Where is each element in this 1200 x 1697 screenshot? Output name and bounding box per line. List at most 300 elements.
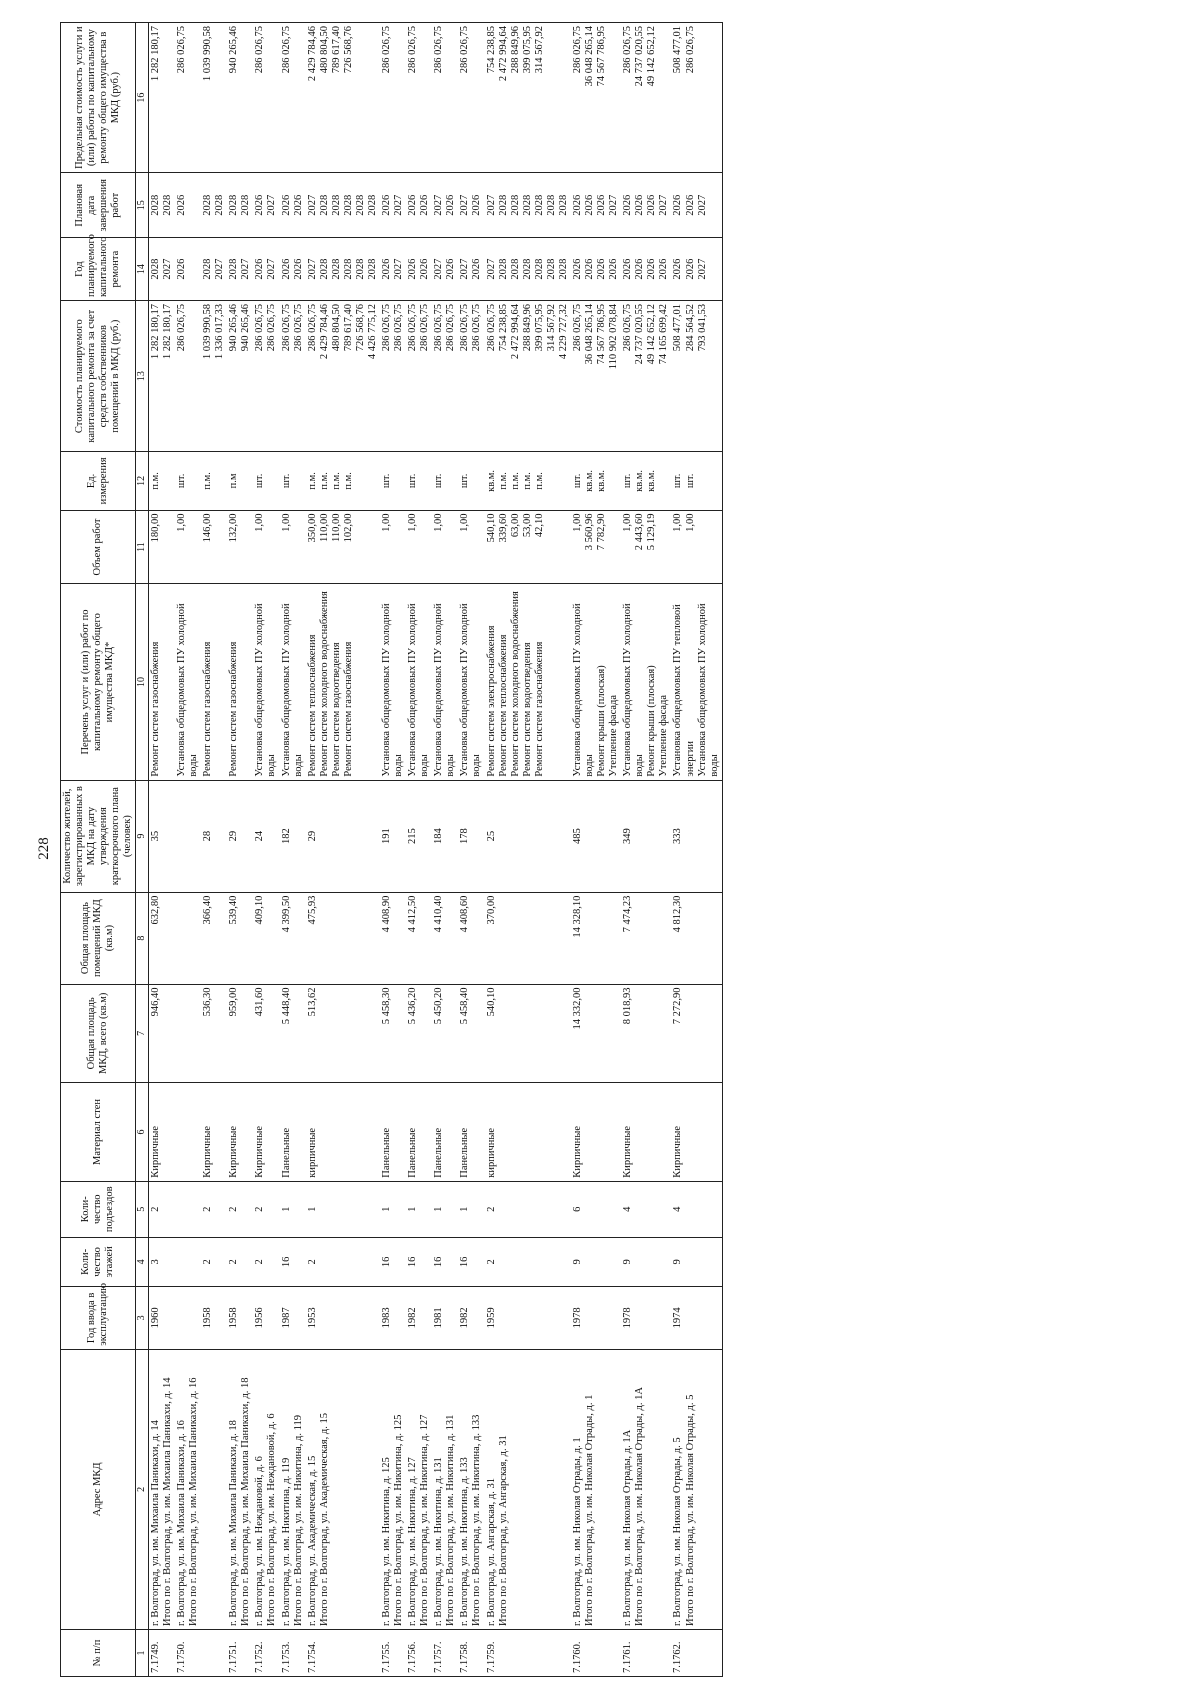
work-volume-cell [406, 510, 432, 584]
planned-year: 2028 [228, 258, 240, 280]
work-volume-cell [432, 510, 458, 584]
address: Итого по г. Волгоград, ул. им. Никитина, д. 131 [445, 1414, 457, 1626]
address: Итого по г. Волгоград, ул. им. Николая Отрады, д. 1А [634, 1387, 646, 1626]
end-date-cell [306, 173, 380, 238]
work-volume-cell [621, 510, 671, 584]
address: г. Волгоград, ул. им. Михаила Паникахи, д. 14 [149, 1420, 161, 1626]
premises-area-cell: 7 474,23 [621, 892, 671, 984]
cost: 940 265,46 [228, 304, 240, 352]
unit: п.м. [330, 472, 342, 490]
work-list-cell [201, 584, 227, 780]
planned-year: 2027 [459, 258, 471, 280]
entrances-cell: 4 [671, 1181, 722, 1237]
unit: шт. [459, 473, 471, 489]
commission-year-cell: 1958 [227, 1287, 253, 1350]
wall-material-cell: Кирпичные [201, 1083, 227, 1182]
column-number: 8 [136, 892, 149, 984]
column-number: 2 [136, 1349, 149, 1629]
work-volume: 1,00 [684, 513, 696, 532]
address-cell [306, 1349, 380, 1629]
premises-area-cell: 4 408,60 [458, 892, 484, 984]
column-number: 5 [136, 1181, 149, 1237]
residents-cell: 29 [227, 780, 253, 892]
planned-year: 2028 [533, 258, 545, 280]
cost: 789 617,40 [342, 304, 354, 352]
end-date: 2028 [557, 194, 569, 216]
column-header: Предельная стоимость услуги и (или) работы по капитальному ремонту общего имущества в МКД (руб.) [61, 23, 136, 173]
unit: п.м. [342, 472, 354, 490]
cost: 286 026,75 [419, 304, 431, 352]
unit: шт. [381, 473, 392, 489]
cost: 286 026,75 [445, 304, 457, 352]
work-list: Установка общедомовых ПУ холодной воды [254, 603, 278, 777]
column-number: 3 [136, 1287, 149, 1350]
column-number: 10 [136, 584, 149, 780]
total-area-cell: 8 018,93 [621, 984, 671, 1083]
table-row [485, 23, 571, 1677]
total-area-cell: 959,00 [227, 984, 253, 1083]
row-number-cell: 7.1762. [671, 1629, 722, 1676]
page-number: 228 [36, 837, 52, 860]
address: Итого по г. Волгоград, ул. им. Николая Отрады, д. 1 [584, 1394, 595, 1626]
column-number: 16 [136, 23, 149, 173]
work-volume-cell [571, 510, 621, 584]
end-date: 2026 [471, 194, 483, 216]
residents-cell: 25 [485, 780, 571, 892]
work-volume: 63,00 [509, 513, 521, 538]
end-date: 2027 [608, 194, 620, 216]
table-row [253, 23, 279, 1677]
limit-cost: 286 026,75 [622, 26, 634, 74]
unit-cell [571, 452, 621, 510]
column-number: 9 [136, 780, 149, 892]
end-date-cell [485, 173, 571, 238]
planned-year: 2026 [584, 258, 595, 280]
unit-cell [175, 452, 201, 510]
end-date: 2026 [584, 194, 595, 216]
unit: п.м. [149, 472, 161, 490]
address: Итого по г. Волгоград, ул. им. Михаила Паникахи, д. 14 [161, 1377, 173, 1626]
end-date: 2028 [509, 194, 521, 216]
residents-cell: 28 [201, 780, 227, 892]
address: г. Волгоград, ул. им. Николая Отрады, д. 1А [622, 1429, 634, 1626]
cost: 286 026,75 [622, 304, 634, 352]
planned-year-cell [432, 238, 458, 301]
planned-year: 2026 [646, 258, 658, 280]
address: Итого по г. Волгоград, ул. им. Михаила Паникахи, д. 18 [240, 1377, 252, 1626]
address: г. Волгоград, ул. им. Никитина, д. 133 [459, 1457, 471, 1626]
address: Итого по г. Волгоград, ул. им. Николая Отрады, д. 5 [684, 1394, 696, 1626]
end-date: 2027 [658, 194, 670, 216]
end-date: 2028 [497, 194, 509, 216]
floors-cell: 3 [148, 1237, 175, 1286]
work-list: Ремонт крыши (плоская) [596, 665, 608, 777]
end-date: 2027 [266, 194, 278, 216]
unit-cell [253, 452, 279, 510]
unit: кв.м. [485, 469, 497, 492]
cost: 286 026,75 [433, 304, 445, 352]
work-volume: 1,00 [381, 513, 392, 532]
end-date: 2028 [354, 194, 366, 216]
cost: 399 075,95 [533, 304, 545, 352]
entrances-cell: 1 [458, 1181, 484, 1237]
cost: 4 426 775,12 [366, 304, 378, 360]
floors-cell: 16 [432, 1237, 458, 1286]
planned-year: 2026 [254, 258, 266, 280]
address: г. Волгоград, ул. им. Никитина, д. 131 [433, 1457, 445, 1626]
end-date: 2026 [419, 194, 431, 216]
planned-year: 2028 [202, 258, 214, 280]
total-area-cell: 14 332,00 [571, 984, 621, 1083]
work-list: Установка общедомовых ПУ холодной воды [433, 603, 457, 777]
row-number-cell [201, 1629, 227, 1676]
end-date-cell [175, 173, 201, 238]
work-volume: 132,00 [228, 513, 240, 543]
column-header: Год планируемого капитального ремонта [61, 238, 136, 301]
limit-cost-cell [458, 23, 484, 173]
work-volume: 146,00 [202, 513, 214, 543]
address: г. Волгоград, ул. Ангарская, д. 31 [485, 1477, 497, 1626]
address-cell [201, 1349, 227, 1629]
cost-cell [306, 301, 380, 452]
end-date: 2027 [433, 194, 445, 216]
floors-cell: 16 [280, 1237, 306, 1286]
row-number-cell: 7.1751. [227, 1629, 253, 1676]
unit-cell [432, 452, 458, 510]
wall-material-cell: Кирпичные [571, 1083, 621, 1182]
wall-material-cell: Панельные [458, 1083, 484, 1182]
commission-year-cell: 1978 [621, 1287, 671, 1350]
planned-year: 2028 [497, 258, 509, 280]
work-volume: 102,00 [342, 513, 354, 543]
work-list-cell [621, 584, 671, 780]
column-number: 7 [136, 984, 149, 1083]
table-row [280, 23, 306, 1677]
work-list: Установка общедомовых ПУ холодной воды [696, 603, 720, 777]
unit: кв.м. [596, 469, 608, 492]
planned-year: 2026 [596, 258, 608, 280]
planned-year: 2026 [292, 258, 304, 280]
work-list-cell [671, 584, 722, 780]
unit: п.м. [202, 472, 214, 490]
work-volume: 53,00 [521, 513, 533, 538]
residents-cell: 178 [458, 780, 484, 892]
table-body [148, 23, 722, 1677]
planned-year: 2027 [240, 258, 252, 280]
row-number-cell: 7.1750. [175, 1629, 201, 1676]
cost: 4 229 727,32 [557, 304, 569, 360]
planned-year: 2026 [608, 258, 620, 280]
planned-year: 2026 [634, 258, 646, 280]
work-list: Установка общедомовых ПУ тепловой энергии [672, 604, 696, 777]
limit-cost: 399 075,95 [521, 26, 533, 74]
work-list: Ремонт систем водоотведения [521, 642, 533, 777]
work-list: Ремонт систем газоснабжения [202, 641, 214, 777]
planned-year-cell [621, 238, 671, 301]
commission-year-cell [175, 1287, 201, 1350]
residents-cell: 191 [380, 780, 406, 892]
row-number-cell: 7.1757. [432, 1629, 458, 1676]
work-volume-cell [148, 510, 175, 584]
wall-material-cell: кирпичные [306, 1083, 380, 1182]
work-list: Установка общедомовых ПУ холодной воды [571, 603, 595, 777]
wall-material-cell: Панельные [406, 1083, 432, 1182]
limit-cost: 286 026,75 [433, 26, 445, 74]
cost: 286 026,75 [266, 304, 278, 352]
limit-cost: 2 429 784,46 [306, 26, 318, 82]
limit-cost-cell [253, 23, 279, 173]
end-date: 2027 [696, 194, 708, 216]
address: Итого по г. Волгоград, ул. им. Неждановой, д. 6 [266, 1413, 278, 1626]
floors-cell: 9 [621, 1237, 671, 1286]
column-header: Плановая дата завершения работ [61, 173, 136, 238]
entrances-cell: 2 [253, 1181, 279, 1237]
work-volume-cell [671, 510, 722, 584]
end-date-cell [380, 173, 406, 238]
limit-cost-cell [148, 23, 175, 173]
end-date-cell [671, 173, 722, 238]
end-date: 2028 [366, 194, 378, 216]
residents-cell: 35 [148, 780, 175, 892]
column-header: Год ввода в эксплуатацию [61, 1287, 136, 1350]
end-date: 2026 [672, 194, 684, 216]
limit-cost: 508 477,01 [672, 26, 684, 74]
header-row [61, 23, 136, 1677]
column-number-row [136, 23, 149, 1677]
work-list: Установка общедомовых ПУ холодной воды [622, 603, 646, 777]
premises-area-cell: 4 399,50 [280, 892, 306, 984]
unit: шт. [672, 473, 684, 489]
work-list-cell [227, 584, 253, 780]
limit-cost-cell [406, 23, 432, 173]
floors-cell: 9 [671, 1237, 722, 1286]
premises-area-cell: 4 812,30 [671, 892, 722, 984]
floors-cell: 16 [380, 1237, 406, 1286]
entrances-cell: 6 [571, 1181, 621, 1237]
cost-cell [458, 301, 484, 452]
limit-cost: 789 617,40 [330, 26, 342, 74]
unit-cell [671, 452, 722, 510]
entrances-cell: 2 [485, 1181, 571, 1237]
row-number-cell: 7.1758. [458, 1629, 484, 1676]
residents-cell: 485 [571, 780, 621, 892]
column-number: 1 [136, 1629, 149, 1676]
planned-year-cell [280, 238, 306, 301]
cost: 2 472 994,64 [509, 304, 521, 360]
limit-cost-cell [432, 23, 458, 173]
work-volume-cell [458, 510, 484, 584]
work-list: Ремонт систем электроснабжения [485, 625, 497, 777]
address: г. Волгоград, ул. Академическая, д. 15 [306, 1455, 318, 1626]
entrances-cell: 1 [406, 1181, 432, 1237]
entrances-cell: 4 [621, 1181, 671, 1237]
planned-year: 2028 [509, 258, 521, 280]
row-number-cell: 7.1759. [485, 1629, 571, 1676]
limit-cost: 286 026,75 [407, 26, 419, 74]
floors-cell: 16 [458, 1237, 484, 1286]
floors-cell: 2 [485, 1237, 571, 1286]
cost: 286 026,75 [176, 304, 187, 352]
cost: 2 429 784,46 [318, 304, 330, 360]
work-volume: 42,10 [533, 513, 545, 538]
cost: 286 026,75 [254, 304, 266, 352]
cost-cell [671, 301, 722, 452]
address: Итого по г. Волгоград, ул. Ангарская, д. 31 [497, 1435, 509, 1626]
address-cell [253, 1349, 279, 1629]
cost: 314 567,92 [545, 304, 557, 352]
end-date: 2026 [254, 194, 266, 216]
cost-cell [621, 301, 671, 452]
unit: п.м. [497, 472, 509, 490]
cost: 286 026,75 [393, 304, 405, 352]
wall-material-cell: Кирпичные [227, 1083, 253, 1182]
planned-year-cell [571, 238, 621, 301]
column-number: 12 [136, 452, 149, 510]
limit-cost: 286 026,75 [176, 26, 187, 74]
address: Итого по г. Волгоград, ул. им. Никитина, д. 133 [471, 1414, 483, 1626]
end-date-cell [280, 173, 306, 238]
planned-year-cell [227, 238, 253, 301]
wall-material-cell: Кирпичные [253, 1083, 279, 1182]
work-volume: 5 129,19 [646, 513, 658, 551]
limit-cost-cell [380, 23, 406, 173]
cost: 286 026,75 [280, 304, 292, 352]
entrances-cell: 2 [201, 1181, 227, 1237]
work-volume-cell [485, 510, 571, 584]
work-list-cell [432, 584, 458, 780]
residents-cell: 184 [432, 780, 458, 892]
total-area-cell: 5 458,40 [458, 984, 484, 1083]
planned-year: 2028 [545, 258, 557, 280]
residents-cell [175, 780, 201, 892]
column-number: 15 [136, 173, 149, 238]
unit: п.м [228, 473, 240, 489]
premises-area-cell: 632,80 [148, 892, 175, 984]
work-list: Утепление фасада [608, 694, 620, 777]
row-number-cell: 7.1753. [280, 1629, 306, 1676]
entrances-cell: 1 [432, 1181, 458, 1237]
planned-year: 2027 [266, 258, 278, 280]
planned-year: 2027 [214, 258, 226, 280]
cost: 1 282 180,17 [161, 304, 173, 360]
planned-year-cell [253, 238, 279, 301]
work-volume: 1,00 [176, 513, 187, 532]
end-date-cell [458, 173, 484, 238]
address: Итого по г. Волгоград, ул. им. Никитина, д. 127 [419, 1414, 431, 1626]
work-volume: 1,00 [280, 513, 292, 532]
work-list-cell [485, 584, 571, 780]
address-cell [227, 1349, 253, 1629]
address-cell [671, 1349, 722, 1629]
premises-area-cell [175, 892, 201, 984]
residents-cell: 29 [306, 780, 380, 892]
address-cell [432, 1349, 458, 1629]
entrances-cell: 2 [148, 1181, 175, 1237]
unit: шт. [407, 473, 419, 489]
unit-cell [306, 452, 380, 510]
unit: п.м. [521, 472, 533, 490]
cost: 284 564,52 [684, 304, 696, 352]
work-list: Ремонт систем холодного водоснабжения [318, 591, 330, 777]
work-list: Установка общедомовых ПУ холодной воды [381, 603, 405, 777]
unit: шт. [571, 473, 583, 489]
wall-material-cell: Кирпичные [671, 1083, 722, 1182]
planned-year-cell [148, 238, 175, 301]
planned-year: 2026 [684, 258, 696, 280]
row-number-cell: 7.1749. [148, 1629, 175, 1676]
work-list: Ремонт систем теплоснабжения [306, 634, 318, 777]
limit-cost-cell [201, 23, 227, 173]
entrances-cell: 1 [280, 1181, 306, 1237]
work-volume: 1,00 [571, 513, 583, 532]
cost: 793 041,53 [696, 304, 708, 352]
work-list-cell [148, 584, 175, 780]
limit-cost-cell [571, 23, 621, 173]
planned-year: 2026 [381, 258, 392, 280]
end-date-cell [148, 173, 175, 238]
cost: 940 265,46 [240, 304, 252, 352]
unit: шт. [622, 473, 634, 489]
work-list: Утепление фасада [658, 694, 670, 777]
address-cell [380, 1349, 406, 1629]
planned-year: 2028 [521, 258, 533, 280]
row-number-cell: 7.1756. [406, 1629, 432, 1676]
planned-year: 2028 [354, 258, 366, 280]
wall-material-cell: кирпичные [485, 1083, 571, 1182]
cost: 1 336 017,33 [214, 304, 226, 360]
limit-cost: 480 804,50 [318, 26, 330, 74]
end-date-cell [571, 173, 621, 238]
address: Итого по г. Волгоград, ул. им. Никитина, д. 125 [393, 1414, 405, 1626]
unit: шт. [280, 473, 292, 489]
work-volume: 110,00 [318, 513, 330, 543]
planned-year-cell [485, 238, 571, 301]
table-row [227, 23, 253, 1677]
total-area-cell: 431,60 [253, 984, 279, 1083]
unit: шт. [433, 473, 445, 489]
work-list-cell [458, 584, 484, 780]
column-header: Количество жителей, зарегистрированных в МКД на дату утверждения краткосрочного плана (человек) [61, 780, 136, 892]
total-area-cell: 513,62 [306, 984, 380, 1083]
commission-year-cell: 1960 [148, 1287, 175, 1350]
premises-area-cell: 4 408,90 [380, 892, 406, 984]
wall-material-cell: Панельные [380, 1083, 406, 1182]
wall-material-cell [175, 1083, 201, 1182]
end-date: 2026 [596, 194, 608, 216]
limit-cost-cell [671, 23, 722, 173]
limit-cost-cell [485, 23, 571, 173]
commission-year-cell: 1983 [380, 1287, 406, 1350]
work-list: Установка общедомовых ПУ холодной воды [459, 603, 483, 777]
limit-cost: 286 026,75 [571, 26, 583, 74]
limit-cost: 726 568,76 [342, 26, 354, 74]
column-header: Коли-чество этажей [61, 1237, 136, 1286]
cost: 110 902 078,84 [608, 304, 620, 370]
limit-cost-cell [621, 23, 671, 173]
premises-area-cell: 4 410,40 [432, 892, 458, 984]
planned-year-cell [458, 238, 484, 301]
planned-year: 2028 [149, 258, 161, 280]
work-volume: 1,00 [407, 513, 419, 532]
column-number: 11 [136, 510, 149, 584]
unit: шт. [176, 473, 187, 489]
address-cell [175, 1349, 201, 1629]
cost: 726 568,76 [354, 304, 366, 352]
address: Итого по г. Волгоград, ул. им. Никитина, д. 119 [292, 1415, 304, 1626]
planned-year: 2028 [342, 258, 354, 280]
work-list: Ремонт крыши (плоская) [646, 665, 658, 777]
limit-cost: 49 142 652,12 [646, 26, 658, 87]
